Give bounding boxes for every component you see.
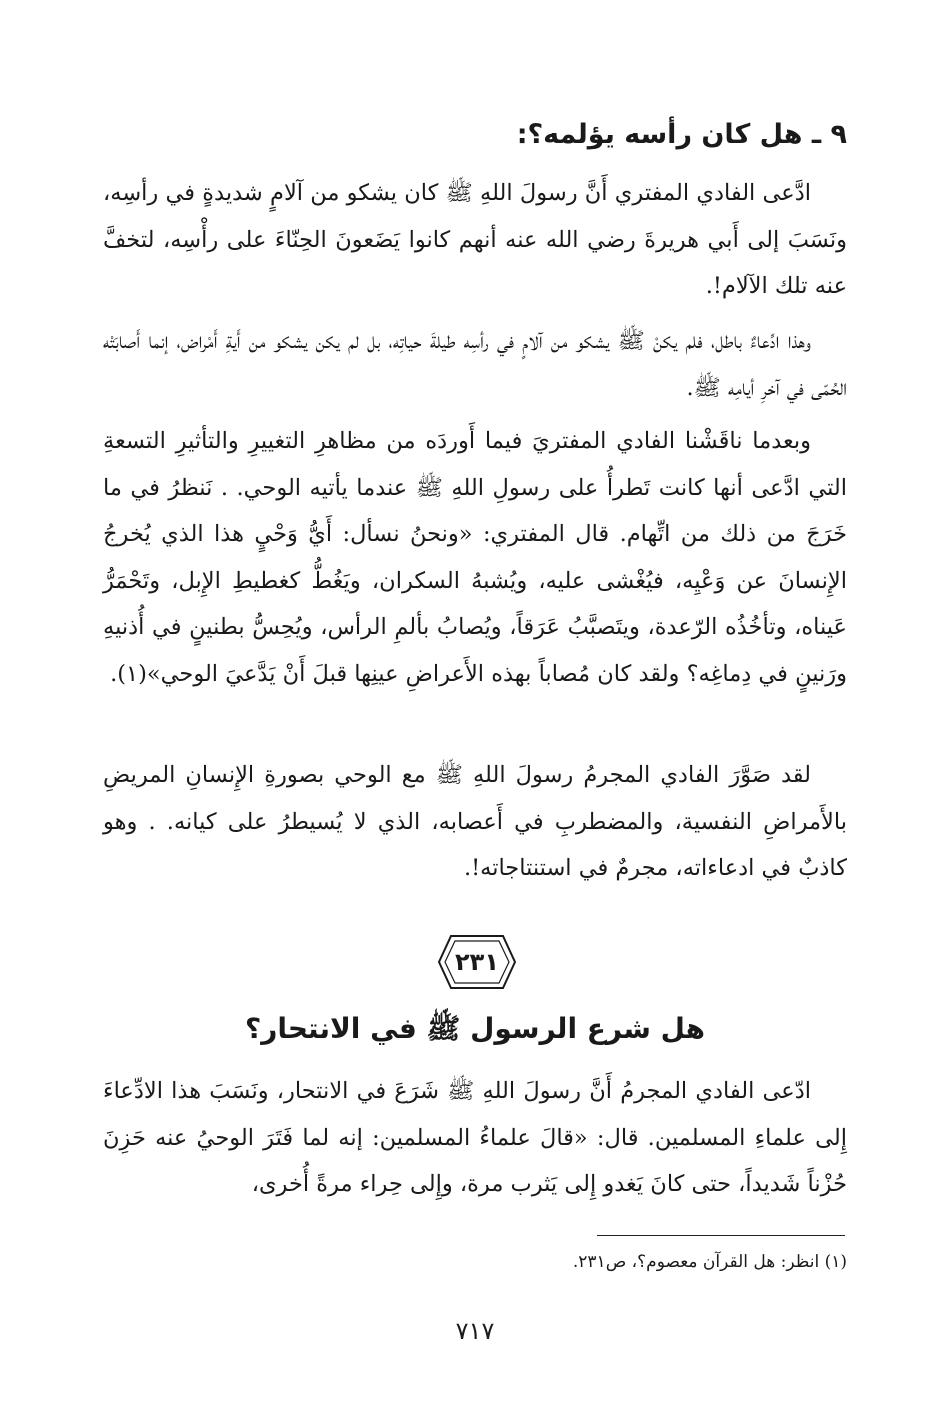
paragraph-conclusion: لقد صَوَّرَ الفادي المجرمُ رسولَ اللهِ ﷺ مع الوحي بصورةِ الإِنسانِ المريضِ بالأَمراضِ النفسية، والمضطربِ في أَعصابه، الذي لا يُسيطرُ على كيانه. . وهو كاذبٌ في ادعاءاته، مجرمٌ في استنتاجاته!.	[103, 762, 847, 881]
paragraph-quote: وبعدما ناقَشْنا الفادي المفتريَ فيما أَوردَه من مظاهرِ التغييرِ والتأثيرِ التسعةِ التي ادَّعى أنها كانت تَطرأُ على رسولِ اللهِ ﷺ عندما يأتيه الوحي. . نَنظرُ في ما خَرَجَ من ذلك من اتِّهام. قال المفتري: «ونحنُ نسأل: أَيُّ وَحْيٍ هذا الذي يُخرجُ الإِنسانَ عن وَعْيِه، فيُغْشى عليه، ويُشبهُ السكران، ويَغُطُّ كغطيطِ الإِبل، وتَحْمَرُّ عَيناه، وتأخُذُه الرّعدة، ويتَصبَّبُ عَرَقاً، ويُصابُ بألمِ الرأس، ويُحِسُّ بطنينٍ في أُذنيهِ ورَنينٍ في دِماغِه؟ ولقد كان مُصاباً بهذه الأَعراضِ عينِها قبلَ أَنْ يَدَّعيَ الوحي»(١).	[103, 428, 847, 687]
section-number: ٢٣١	[455, 948, 499, 976]
page-number: ٧١٧	[455, 1317, 495, 1345]
paragraph-refutation: وهذا ادِّعاءٌ باطل، فلم يكنْ ﷺ يشكو من آلامٍ في رأسِه طيلةَ حياتِه، بل لم يكن يشكو من أَيةِ أَمْراض، إنما أَصابَتْه الحُمّى في آخرِ أيامِه ﷺ.	[103, 328, 847, 401]
paragraph-claim: ادَّعى الفادي المفتري أَنَّ رسولَ اللهِ ﷺ كان يشكو من آلامٍ شديدةٍ في رأسِه، ونَسَبَ إلى أَبي هريرةَ رضي الله عنه أنهم كانوا يَضَعونَ الحِنّاءَ على رأْسِه، لتخفَّ عنه تلك الآلام!.	[103, 180, 847, 299]
footnote: (١) انظر: هل القرآن معصوم؟، ص٢٣١.	[572, 1252, 847, 1272]
footnote-divider	[597, 1235, 845, 1236]
question-heading: هل شرع الرسول ﷺ في الانتحار؟	[244, 1012, 706, 1045]
section-heading: ٩ ـ هل كان رأسه يؤلمه؟:	[516, 119, 847, 150]
paragraph-suicide-claim: ادّعى الفادي المجرمُ أَنَّ رسولَ اللهِ ﷺ شَرَعَ في الانتحار، ونَسَبَ هذا الادِّعاءَ إِلى علماءِ المسلمين. قال: «قالَ علماءُ المسلمين: إنه لما فَتَرَ الوحيُ عنه حَزِنَ حُزْناً شَديداً، حتى كانَ يَغدو إِلى يَثرب مرة، وإِلى حِراء مرةً أُخرى،	[103, 1078, 847, 1197]
section-number-ornament	[437, 932, 517, 992]
